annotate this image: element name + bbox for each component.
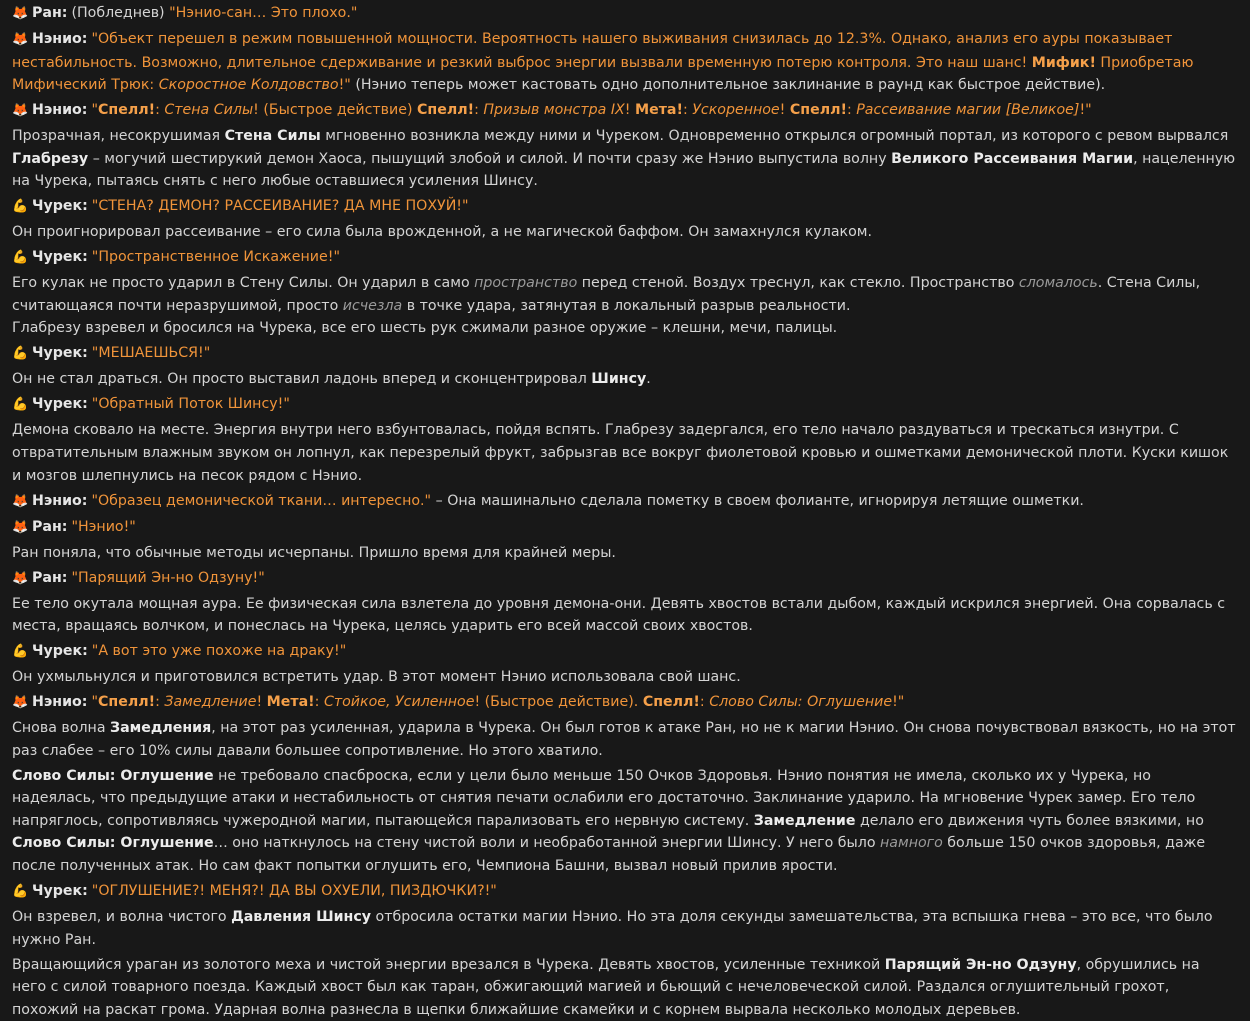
text-segment: :: [474, 102, 484, 119]
text-segment: Слово Силы: Оглушение: [12, 767, 214, 784]
text-segment: "СТЕНА? ДЕМОН? РАССЕИВАНИЕ? ДА МНЕ ПОХУЙ!": [91, 198, 469, 215]
narration-paragraph: [12, 906, 1238, 951]
text-segment: "Пространственное Искажение!": [91, 249, 340, 266]
text-segment: Стойкое, Усиленное: [323, 694, 475, 711]
text-segment: намного: [880, 835, 943, 852]
narration-paragraph: [12, 125, 1238, 193]
text-segment: Призыв монстра IX: [483, 102, 625, 119]
dialogue-line: [12, 2, 1238, 26]
speaker-name: Чурек:: [32, 345, 88, 362]
text-segment: Мета!: [266, 694, 315, 711]
text-segment: !": [338, 77, 351, 94]
dialogue-line: [12, 880, 1238, 904]
speaker-name: Чурек:: [32, 882, 88, 899]
fox-icon: 🦊: [12, 31, 29, 47]
dialogue-line: [12, 342, 1238, 366]
narration-paragraph: [12, 272, 1238, 317]
narration-paragraph: [12, 765, 1238, 878]
text-segment: отбросила остатки магии Нэнио. Но эта доля секунды замешательства, эта вспышка гнева – это все, что было нужно Ран.: [12, 908, 1213, 948]
narration-paragraph: [12, 593, 1238, 638]
text-segment: ! (Быстрое действие): [253, 102, 417, 119]
text-segment: Слово Силы: Оглушение: [12, 835, 214, 852]
text-segment: (Нэнио теперь может кастовать одно дополнительное заклинание в раунд как быстрое действие).: [350, 77, 1106, 94]
text-segment: ": [91, 694, 98, 711]
text-segment: !: [624, 102, 635, 119]
text-segment: Ран поняла, что обычные методы исчерпаны. Пришло время для крайней меры.: [12, 544, 616, 561]
text-segment: Слово Силы: Оглушение: [709, 694, 893, 711]
text-segment: пространство: [474, 275, 578, 292]
text-segment: Стена Силы: [164, 102, 254, 119]
speaker-name: Нэнио:: [32, 30, 88, 47]
dialogue-line: [12, 195, 1238, 219]
narration-paragraph: [12, 954, 1238, 1021]
text-segment: Приобретаю Мифический Трюк:: [12, 54, 1194, 94]
dialogue-line: [12, 99, 1238, 123]
text-segment: мгновенно возникла между ними и Чуреком. Одновременно открылся огромный портал, из которого с ревом вырвался: [320, 128, 1229, 145]
fox-icon: 🦊: [12, 6, 29, 21]
text-segment: Спелл!: [97, 102, 156, 119]
text-segment: Скоростное Колдовство: [158, 77, 339, 94]
fox-icon: 🦊: [12, 570, 29, 586]
dialogue-line: [12, 640, 1238, 664]
text-segment: ": [91, 102, 98, 119]
fox-icon: 🦊: [12, 103, 29, 119]
text-segment: – Она машинально сделала пометку в своем фолианте, игнорируя летящие ошметки.: [431, 492, 1084, 509]
text-segment: :: [155, 102, 165, 119]
text-segment: :: [699, 694, 710, 711]
text-segment: "Нэнио-сан… Это плохо.": [169, 5, 358, 21]
flexed-bicep-icon: 💪: [12, 250, 29, 266]
text-segment: перед стеной. Воздух треснул, как стекло. Пространство: [577, 275, 1019, 292]
text-segment: , нацеленную на Чурека, пытаясь снять с него любые оставшиеся усиления Шинсу.: [12, 150, 1236, 190]
text-segment: . Стена Силы, считающаяся почти неразрушимой, просто: [12, 275, 1201, 314]
narration-paragraph: [12, 368, 1238, 391]
dialogue-line: [12, 28, 1238, 97]
text-segment: "Нэнио!": [71, 518, 136, 535]
text-segment: … оно наткнулось на стену чистой воли и необработанной энергии Шинсу. У него было: [213, 835, 881, 852]
dialogue-line: [12, 246, 1238, 270]
text-segment: !: [779, 102, 790, 119]
speaker-name: Ран:: [32, 569, 68, 586]
text-segment: Он проигнорировал рассеивание – его сила была врожденной, а не магической баффом. Он замахнулся кулаком.: [12, 224, 873, 241]
text-segment: Вращающийся ураган из золотого меха и чистой энергии врезался в Чурека. Девять хвостов, усиленные техникой: [12, 956, 885, 973]
text-segment: Рассеивание магии [Великое]: [856, 102, 1080, 119]
speaker-name: Чурек:: [32, 643, 88, 660]
text-segment: , обрушились на него с силой товарного поезда. Каждый хвост был как таран, обжигающий магией и бьющий с нечеловеческой силой. Раздался оглушительный грохот, похожий на раскат грома. Ударная волна разнесла в щепки ближайшие скамейки и с корнем вырвала несколько молодых деревьев.: [12, 956, 1200, 1018]
text-segment: Шинсу: [591, 371, 647, 388]
text-segment: в точке удара, затянутая в локальный разрыв реальности.: [402, 297, 851, 314]
narration-paragraph: [12, 542, 1238, 565]
flexed-bicep-icon: 💪: [12, 644, 29, 660]
text-segment: – могучий шестирукий демон Хаоса, пышущий злобой и силой. И почти сразу же Нэнио выпустила волну: [88, 150, 892, 167]
text-segment: Он взревел, и волна чистого: [12, 908, 232, 925]
fox-icon: 🦊: [12, 519, 29, 535]
text-segment: .: [646, 371, 651, 388]
text-segment: Замедления: [110, 720, 212, 737]
text-segment: Ускоренное: [692, 102, 780, 119]
text-segment: (Побледнев): [71, 5, 170, 21]
fox-icon: 🦊: [12, 493, 29, 509]
text-segment: :: [682, 102, 693, 119]
text-segment: Он не стал драться. Он просто выставил ладонь вперед и сконцентрировал: [12, 371, 592, 388]
text-segment: !": [1079, 102, 1092, 119]
text-segment: Стена Силы: [224, 128, 321, 145]
speaker-name: Чурек:: [32, 249, 88, 266]
text-segment: сломалось: [1018, 275, 1098, 292]
text-segment: "Образец демонической ткани… интересно.": [91, 492, 432, 509]
text-segment: Демона сковало на месте. Энергия внутри него взбунтовалась, пойдя вспять. Глабрезу задергался, его тело начало раздуваться и трескаться изнутри. С отвратительным влажным звуком он лопнул, как перезрелый фрукт, забрызгав все вокруг фиолетовой кровью и ошметками демонической плоти. Куски кишок и мозгов шлепнулись на песок рядом с Нэнио.: [12, 422, 1229, 484]
text-segment: Его кулак не просто ударил в Стену Силы. Он ударил в само: [12, 275, 475, 292]
text-segment: исчезла: [342, 297, 403, 314]
text-segment: "МЕШАЕШЬСЯ!": [91, 345, 211, 362]
text-segment: Спелл!: [789, 102, 847, 119]
text-segment: Мифик!: [1031, 54, 1096, 71]
narration-paragraph: [12, 221, 1238, 244]
dialogue-line: [12, 691, 1238, 715]
flexed-bicep-icon: 💪: [12, 397, 29, 413]
speaker-name: Нэнио:: [32, 102, 88, 119]
text-segment: делало его движения чуть более вязкими, но: [855, 812, 1204, 829]
text-segment: Глабрезу взревел и бросился на Чурека, все его шесть рук сжимали разное оружие – клешни, мечи, палицы.: [12, 320, 838, 337]
text-segment: Снова волна: [12, 720, 111, 737]
text-segment: Спелл!: [642, 694, 700, 711]
dialogue-line: [12, 393, 1238, 417]
text-segment: Парящий Эн-но Одзуну: [884, 956, 1077, 973]
text-segment: "Обратный Поток Шинсу!": [91, 396, 290, 413]
text-segment: :: [846, 102, 857, 119]
dialogue-line: [12, 567, 1238, 591]
text-segment: "ОГЛУШЕНИЕ?! МЕНЯ?! ДА ВЫ ОХУЕЛИ, ПИЗДЮЧКИ?!": [91, 882, 497, 899]
narration-paragraph: [12, 717, 1238, 762]
speaker-name: Нэнио:: [32, 694, 88, 711]
text-segment: , на этот раз усиленная, ударила в Чурека. Он был готов к атаке Ран, но не к магии Нэнио. Он снова почувствовал вязкость, но на этот раз слабее – его 10% силы давали большее сопротивление. Но этого хватило.: [12, 720, 1236, 759]
text-segment: !: [256, 694, 267, 711]
text-segment: Мета!: [634, 102, 683, 119]
text-segment: ! (Быстрое действие).: [474, 694, 643, 711]
dialogue-line: [12, 516, 1238, 540]
text-segment: Ее тело окутала мощная аура. Ее физическая сила взлетела до уровня демона-они. Девять хвостов встали дыбом, каждый искрился энергией. Она сорвалась с места, вращаясь волчком, и понеслась на Чурека, целясь ударить его всей массой своих хвостов.: [12, 595, 1226, 635]
narration-paragraph: [12, 419, 1238, 487]
text-segment: !": [892, 694, 905, 711]
text-segment: Глабрезу: [12, 150, 89, 167]
speaker-name: Ран:: [32, 518, 68, 535]
narration-paragraph: [12, 317, 1238, 340]
text-segment: Спелл!: [417, 102, 475, 119]
text-segment: "Парящий Эн-но Одзуну!": [71, 569, 265, 586]
text-segment: больше 150 очков здоровья, даже после полученных атак. Но сам факт попытки оглушить его, Чемпиона Башни, вызвал новый прилив ярости.: [12, 835, 1206, 874]
speaker-name: Чурек:: [32, 396, 88, 413]
text-segment: Замедление: [753, 812, 856, 829]
dialogue-line: [12, 490, 1238, 514]
speaker-name: Нэнио:: [32, 492, 88, 509]
speaker-name: Чурек:: [32, 198, 88, 215]
fox-icon: 🦊: [12, 695, 29, 711]
text-segment: "Объект перешел в режим повышенной мощности. Вероятность нашего выживания снизилась до 12.3%. Однако, анализ его ауры показывает нестабильность. Возможно, длительное сдерживание и резкий выброс энергии вызвали временную потерю контроля. Это наш шанс!: [12, 30, 1173, 71]
text-segment: Прозрачная, несокрушимая: [12, 128, 225, 145]
speaker-name: Ран:: [32, 5, 68, 21]
text-segment: Замедление: [164, 694, 257, 711]
flexed-bicep-icon: 💪: [12, 199, 29, 215]
text-segment: Давления Шинсу: [231, 908, 372, 925]
flexed-bicep-icon: 💪: [12, 883, 29, 899]
text-segment: Великого Рассеивания Магии: [891, 150, 1134, 167]
flexed-bicep-icon: 💪: [12, 346, 29, 362]
text-segment: :: [314, 694, 324, 711]
text-segment: Он ухмыльнулся и приготовился встретить удар. В этот момент Нэнио использовала свой шанс.: [12, 669, 741, 686]
text-segment: :: [155, 694, 165, 711]
narration-paragraph: [12, 666, 1238, 689]
text-segment: не требовало спасброска, если у цели было меньше 150 Очков Здоровья. Нэнио понятия не имела, сколько их у Чурека, но надеялась, что предыдущие атаки и нестабильность от снятия печати ослабили его достаточно. Заклинание ударило. На мгновение Чурек замер. Его тело напряглось, сопротивляясь чужеродной магии, пытающейся парализовать его нервную систему.: [12, 767, 1196, 829]
text-segment: Спелл!: [97, 694, 156, 711]
text-segment: "А вот это уже похоже на драку!": [91, 643, 347, 660]
